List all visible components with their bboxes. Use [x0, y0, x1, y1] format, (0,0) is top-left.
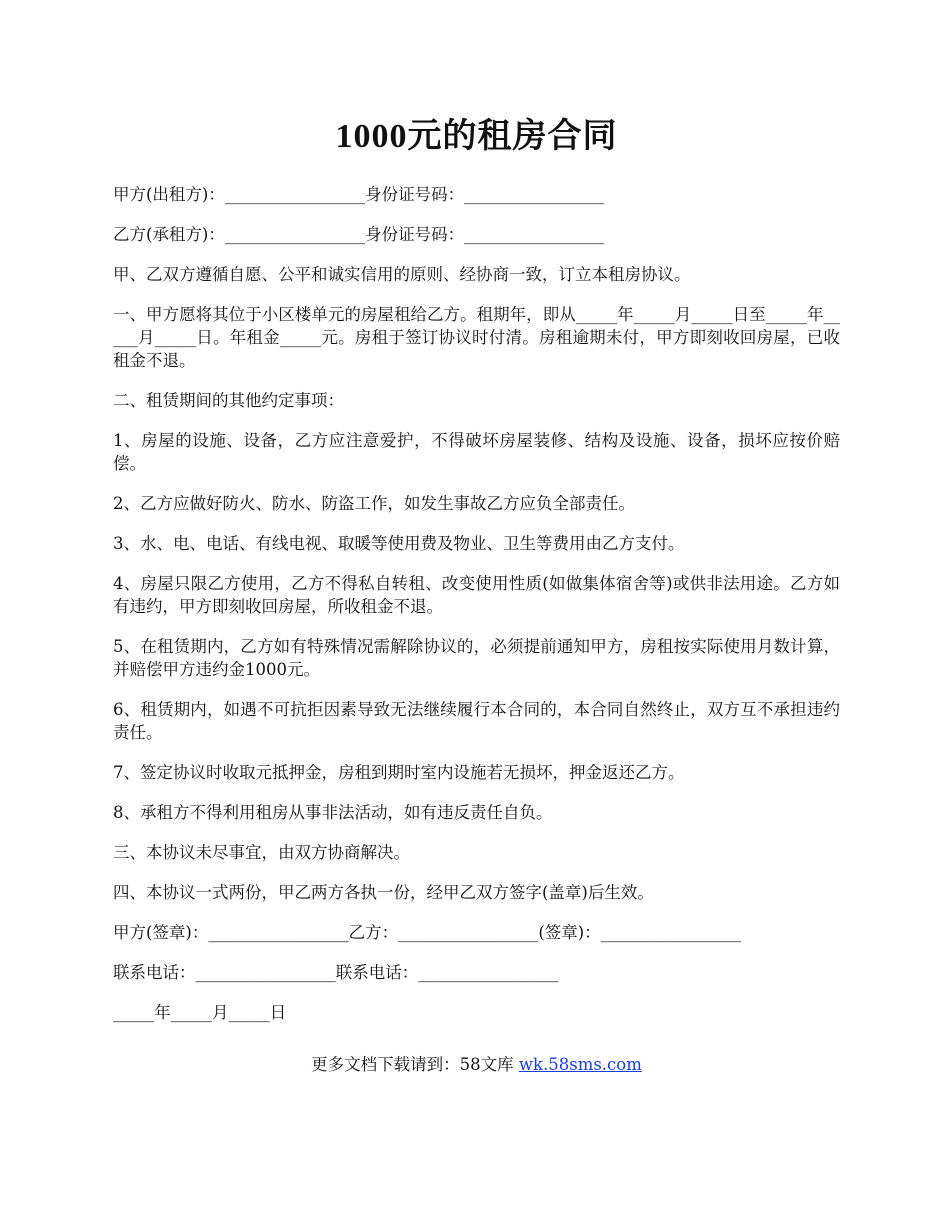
item-6-paragraph: 6、租赁期内，如遇不可抗拒因素导致无法继续履行本合同的，本合同自然终止，双方互不承担违约责任。: [113, 700, 840, 742]
footer-text: 更多文档下载请到：58文库: [311, 1055, 519, 1074]
party-a-line: 甲方(出租方)：_________________身份证号码：_________________: [113, 185, 605, 204]
clause-3-paragraph: 三、本协议未尽事宜，由双方协商解决。: [113, 843, 410, 862]
item-1-paragraph: 1、房屋的设施、设备，乙方应注意爱护，不得破坏房屋装修、结构及设施、设备，损坏应按价赔偿。: [113, 431, 840, 473]
footer: [113, 1053, 840, 1076]
signature-line: 甲方(签章)：_________________乙方：_________________(签章)：_________________: [113, 923, 741, 942]
item-7-paragraph: 7、签定协议时收取元抵押金，房租到期时室内设施若无损坏，押金返还乙方。: [113, 763, 685, 782]
document-body: [113, 183, 840, 1041]
clause-4-paragraph: 四、本协议一式两份，甲乙两方各执一份，经甲乙双方签字(盖章)后生效。: [113, 883, 654, 902]
clause-1-paragraph: 一、甲方愿将其位于小区楼单元的房屋租给乙方。租期年，即从_____年_____月_____日至_____年_____月_____日。年租金_____元。房租于签订协议时付清。房租逾期未付，甲方即刻收回房屋，已收租金不退。: [113, 305, 840, 370]
item-4-paragraph: 4、房屋只限乙方使用，乙方不得私自转租、改变使用性质(如做集体宿舍等)或供非法用途。乙方如有违约，甲方即刻收回房屋，所收租金不退。: [113, 574, 840, 616]
preamble-paragraph: 甲、乙双方遵循自愿、公平和诚实信用的原则、经协商一致，订立本租房协议。: [113, 265, 691, 284]
contact-phone-line: 联系电话：_________________联系电话：_________________: [113, 963, 559, 982]
party-b-line: 乙方(承租方)：_________________身份证号码：_________________: [113, 225, 605, 244]
document-title: 1000元的租房合同: [335, 118, 618, 155]
item-5-paragraph: 5、在租赁期内，乙方如有特殊情况需解除协议的，必须提前通知甲方，房租按实际使用月数计算，并赔偿甲方违约金1000元。: [113, 637, 840, 679]
item-2-paragraph: 2、乙方应做好防火、防水、防盗工作，如发生事故乙方应负全部责任。: [113, 494, 635, 513]
date-line: _____年_____月_____日: [113, 1003, 287, 1022]
item-3-paragraph: 3、水、电、电话、有线电视、取暖等使用费及物业、卫生等费用由乙方支付。: [113, 534, 685, 553]
clause-2-heading: 二、租赁期间的其他约定事项：: [113, 391, 344, 410]
item-8-paragraph: 8、承租方不得利用租房从事非法活动，如有违反责任自负。: [113, 803, 553, 822]
footer-link[interactable]: wk.58sms.com: [518, 1055, 642, 1074]
